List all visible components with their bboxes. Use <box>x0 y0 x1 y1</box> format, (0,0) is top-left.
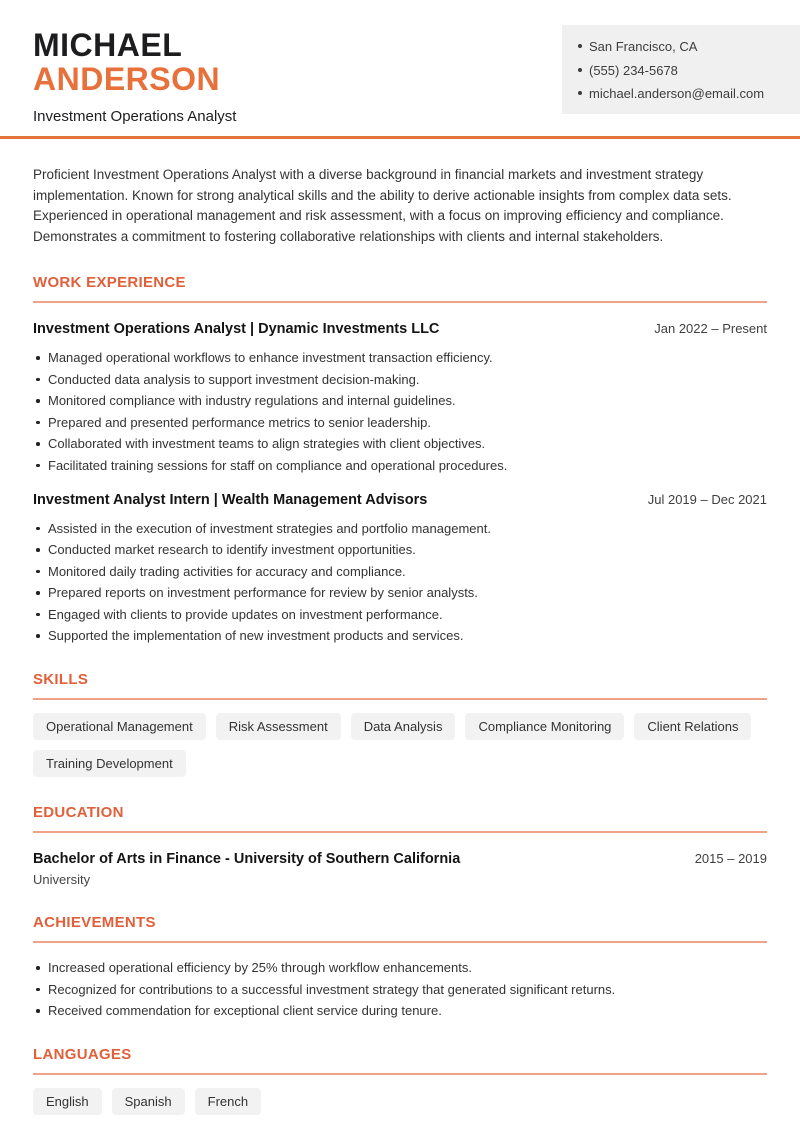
achievement-bullet: Increased operational efficiency by 25% through workflow enhancements. <box>33 960 767 976</box>
first-name: MICHAEL <box>33 27 183 63</box>
job-bullet-list <box>33 521 767 645</box>
section-education <box>33 804 767 887</box>
job-entry-header <box>33 321 767 337</box>
work-experience-heading: WORK EXPERIENCE <box>33 274 767 303</box>
contact-location: San Francisco, CA <box>576 38 788 55</box>
job-bullet: Conducted market research to identify investment opportunities. <box>33 542 767 558</box>
job-entry-header <box>33 492 767 508</box>
skills-tag-list <box>33 713 767 777</box>
language-tag: English <box>33 1088 102 1115</box>
contact-phone: (555) 234-5678 <box>576 62 788 79</box>
section-work-experience <box>33 274 767 644</box>
job-title: Investment Operations Analyst | Dynamic Investments LLC <box>33 321 440 337</box>
skill-tag: Client Relations <box>634 713 751 740</box>
languages-tag-list <box>33 1088 767 1115</box>
job-dates: Jul 2019 – Dec 2021 <box>647 491 767 507</box>
job-dates: Jan 2022 – Present <box>654 321 767 336</box>
achievement-bullet: Recognized for contributions to a successful investment strategy that generated significant returns. <box>33 982 767 998</box>
skill-tag: Risk Assessment <box>216 713 341 740</box>
education-heading: EDUCATION <box>33 804 767 833</box>
contact-card <box>562 25 800 114</box>
skills-heading: SKILLS <box>33 671 767 700</box>
section-skills <box>33 671 767 777</box>
job-bullet: Managed operational workflows to enhance investment transaction efficiency. <box>33 350 767 366</box>
job-bullet: Collaborated with investment teams to align strategies with client objectives. <box>33 436 767 452</box>
education-institution-type: University <box>33 872 91 887</box>
job-entry <box>33 492 767 645</box>
job-bullet: Prepared reports on investment performance for review by senior analysts. <box>33 585 767 601</box>
language-tag: Spanish <box>112 1088 185 1115</box>
job-bullet: Facilitated training sessions for staff on compliance and operational procedures. <box>33 458 767 474</box>
education-degree: Bachelor of Arts in Finance - University of Southern California <box>33 851 461 867</box>
job-title: Investment Analyst Intern | Wealth Management Advisors <box>33 491 428 508</box>
job-entry <box>33 321 767 474</box>
skill-tag: Data Analysis <box>351 713 456 740</box>
language-tag: French <box>195 1088 261 1115</box>
achievement-bullet: Received commendation for exceptional client service during tenure. <box>33 1003 767 1019</box>
last-name: ANDERSON <box>33 61 221 97</box>
contact-email: michael.anderson@email.com <box>576 85 788 102</box>
candidate-job-title: Investment Operations Analyst <box>33 108 237 125</box>
summary-paragraph: Proficient Investment Operations Analyst with a diverse background in financial markets and investment strategy implementation. Known for strong analytical skills and the ability to derive actionable insights from complex data sets. Experienced in operational management and risk assessment, with a focus on improving efficiency and compliance. Demonstrates a commitment to fostering collaborative relationships with clients and internal stakeholders. <box>33 167 732 244</box>
skill-tag: Compliance Monitoring <box>465 713 624 740</box>
job-bullet-list <box>33 350 767 474</box>
education-dates: 2015 – 2019 <box>694 851 767 866</box>
achievements-bullet-list <box>33 960 767 1019</box>
resume-header <box>0 0 800 139</box>
achievements-heading: ACHIEVEMENTS <box>33 914 767 943</box>
job-bullet: Prepared and presented performance metrics to senior leadership. <box>33 415 767 431</box>
education-entry-header <box>33 851 767 867</box>
job-bullet: Conducted data analysis to support investment decision-making. <box>33 372 767 388</box>
job-bullet: Supported the implementation of new investment products and services. <box>33 628 767 644</box>
job-bullet: Assisted in the execution of investment strategies and portfolio management. <box>33 521 767 537</box>
skill-tag: Training Development <box>33 750 186 777</box>
resume-body <box>0 165 800 1115</box>
job-bullet: Engaged with clients to provide updates on investment performance. <box>33 607 767 623</box>
job-bullet: Monitored daily trading activities for accuracy and compliance. <box>33 564 767 580</box>
job-bullet: Monitored compliance with industry regulations and internal guidelines. <box>33 393 767 409</box>
languages-heading: LANGUAGES <box>33 1046 767 1075</box>
skill-tag: Operational Management <box>33 713 206 740</box>
section-languages <box>33 1046 767 1115</box>
section-achievements <box>33 914 767 1019</box>
